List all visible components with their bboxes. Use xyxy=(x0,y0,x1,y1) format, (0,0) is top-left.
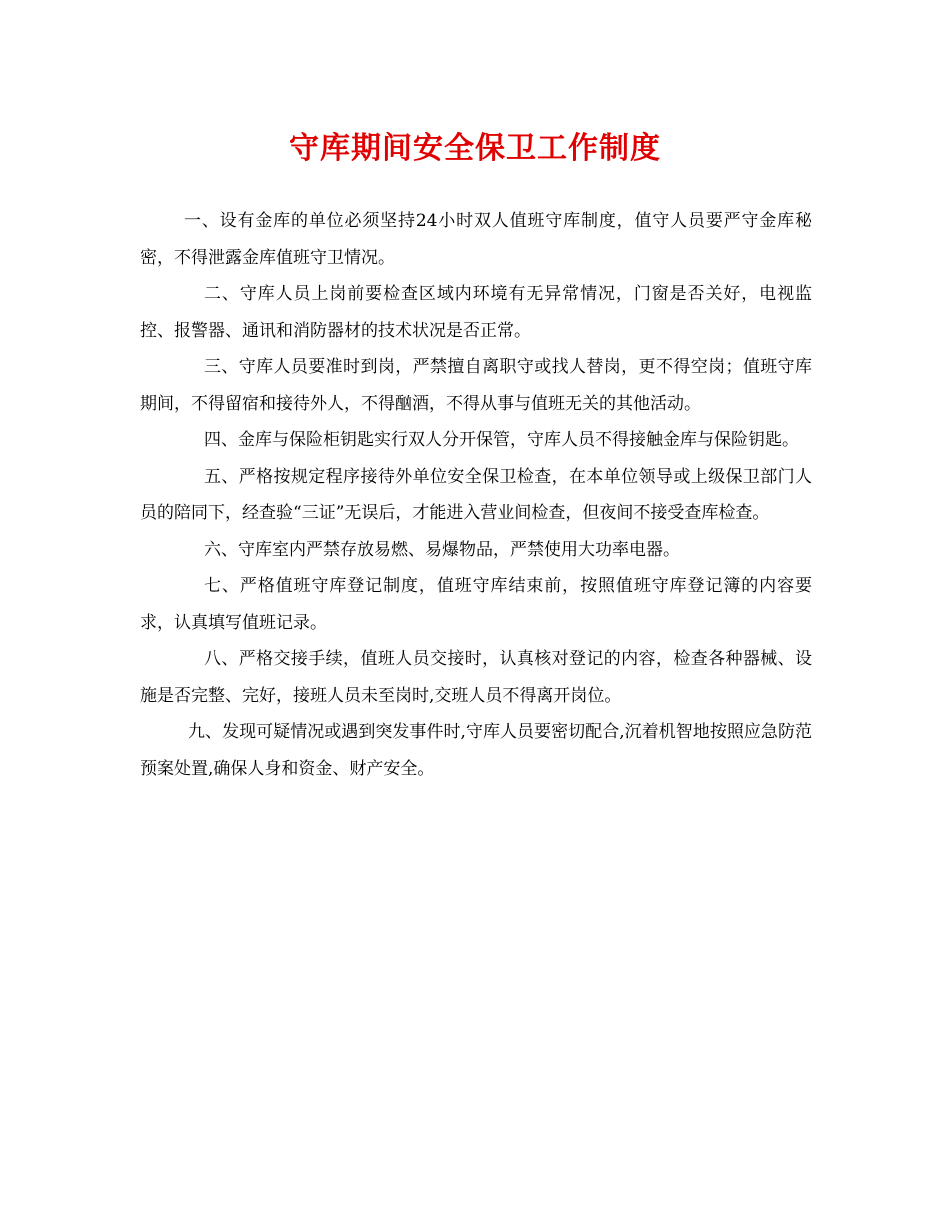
paragraph-1: 一、设有金库的单位必须坚持24小时双人值班守库制度，值守人员要严守金库秘密，不得泄露金库值班守卫情况。 xyxy=(140,211,812,268)
document-title: 守库期间安全保卫工作制度 xyxy=(289,131,661,166)
paragraph-4: 四、金库与保险柜钥匙实行双人分开保管，守库人员不得接触金库与保险钥匙。 xyxy=(204,430,799,450)
paragraph-3: 三、守库人员要准时到岗，严禁擅自离职守或找人替岗，更不得空岗；值班守库期间，不得留宿和接待外人，不得酗酒，不得从事与值班无关的其他活动。 xyxy=(140,357,812,414)
paragraph-8: 八、严格交接手续，值班人员交接时，认真核对登记的内容，检查各种器械、设施是否完整、完好，接班人员未至岗时,交班人员不得离开岗位。 xyxy=(140,649,812,706)
paragraph-9: 九、发现可疑情况或遇到突发事件时,守库人员要密切配合,沉着机智地按照应急防范预案处置,确保人身和资金、财产安全。 xyxy=(140,722,812,779)
paragraph-2: 二、守库人员上岗前要检查区域内环境有无异常情况，门窗是否关好，电视监控、报警器、通讯和消防器材的技术状况是否正常。 xyxy=(140,284,812,341)
paragraph-6: 六、守库室内严禁存放易燃、易爆物品，严禁使用大功率电器。 xyxy=(204,539,680,560)
paragraph-7: 七、严格值班守库登记制度，值班守库结束前，按照值班守库登记簿的内容要求，认真填写值班记录。 xyxy=(140,576,812,633)
document-body xyxy=(140,203,812,787)
paragraph-5: 五、严格按规定程序接待外单位安全保卫检查，在本单位领导或上级保卫部门人员的陪同下，经查验“三证”无误后，才能进入营业间检查，但夜间不接受查库检查。 xyxy=(140,466,812,523)
